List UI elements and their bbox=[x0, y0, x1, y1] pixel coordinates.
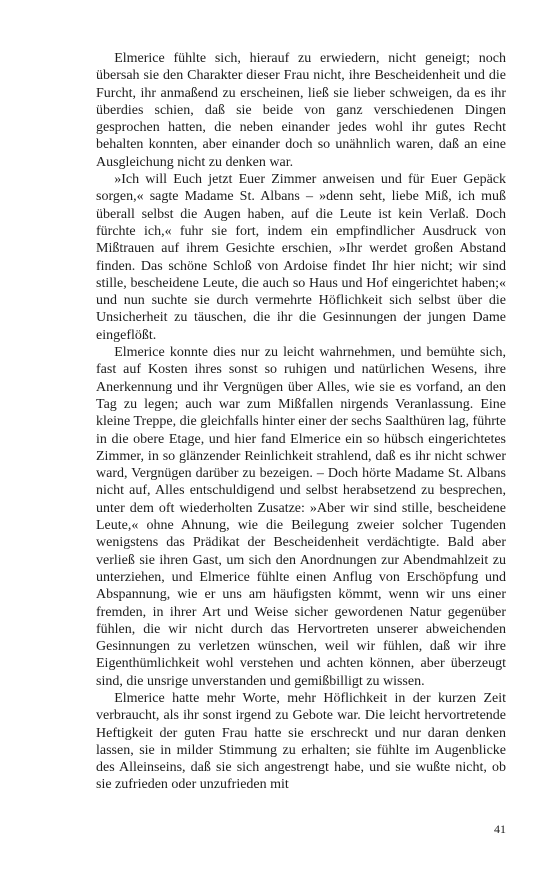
paragraph-1: Elmerice fühlte sich, hierauf zu erwiedern, nicht geneigt; noch übersah sie den Charakter dieser Frau nicht, ihre Bescheidenheit und die Furcht, ihr anmaßend zu erscheinen, ließ sie lieber schweigen, da es ihr überdies schien, daß sie beide von ganz verschiedenen Dingen gesprochen hatten, die neben einander jedes wohl ihr gutes Recht behalten konnten, aber einander doch so unähnlich waren, daß an eine Ausgleichung nicht zu denken war. bbox=[96, 51, 506, 170]
page-body bbox=[96, 50, 506, 794]
paragraph-4: Elmerice hatte mehr Worte, mehr Höflichkeit in der kurzen Zeit verbraucht, als ihr sonst irgend zu Gebote war. Die leicht hervortretende Heftigkeit der guten Frau hatte sie erschreckt und nur daran denken lassen, sie in milder Stimmung zu erhalten; sie fühlte im Augenblicke des Alleinseins, daß sie sich angestrengt habe, und sie wußte nicht, ob sie zufrieden oder unzufrieden mit bbox=[96, 690, 506, 793]
paragraph-2: »Ich will Euch jetzt Euer Zimmer anweisen und für Euer Gepäck sorgen,« sagte Madame St. Albans – »denn seht, liebe Miß, ich muß überall selbst die Augen haben, auf die Leute ist kein Verlaß. Doch fürchte ich,« fuhr sie fort, indem ein empfindlicher Ausdruck von Mißtrauen auf ihrem Gesichte erschien, »Ihr werdet großen Abstand finden. Das schöne Schloß von Ardoise findet Ihr hier nicht; wir sind stille, bescheidene Leute, die auch so Haus und Hof eingerichtet haben;« und nun suchte sie durch vermehrte Höflichkeit sich selbst über die Unsicherheit zu täuschen, die ihr die Gesinnungen der jungen Dame eingeflößt. bbox=[96, 172, 506, 343]
paragraph-3: Elmerice konnte dies nur zu leicht wahrnehmen, und bemühte sich, fast auf Kosten ihres sonst so ruhigen und natürlichen Wesens, ihre Anerkennung und ihr Vergnügen über Alles, wie sie es vorfand, an den Tag zu legen; auch war zum Mißfallen nirgends Veranlassung. Eine kleine Treppe, die gleichfalls hinter einer der sechs Saalthüren lag, führte in die obere Etage, und hier fand Elmerice ein so hübsch eingerichtetes Zimmer, in so glänzender Reinlichkeit strahlend, daß es ihr nicht schwer ward, Vergnügen darüber zu bezeigen. – Doch hörte Madame St. Albans nicht auf, Alles entschuldigend und selbst herabsetzend zu besprechen, unter dem oft wiederholten Zusatze: »Aber wir sind stille, bescheidene Leute,« ohne Ahnung, wie die Beilegung zweier solcher Tugenden wenigstens das Prädikat der Bescheidenheit verdächtigte. Bald aber verließ sie ihren Gast, um sich den Anordnungen zur Abendmahlzeit zu unterziehen, und Elmerice fühlte einen Anflug von Erschöpfung und Abspannung, wie er uns am häufigsten kömmt, wenn wir uns einer fremden, in ihrer Art und Weise sicher gewordenen Natur gegenüber fühlen, die wir nicht durch das Hervortreten unserer abweichenden Gesinnungen zu verletzen wünschen, weil wir fühlen, daß wir ihre Eigenthümlichkeit wohl verstehen und achten können, aber überzeugt sind, die unsrige unverstanden und gemißbilligt zu wissen. bbox=[96, 345, 506, 689]
page-number: 41 bbox=[494, 822, 506, 836]
